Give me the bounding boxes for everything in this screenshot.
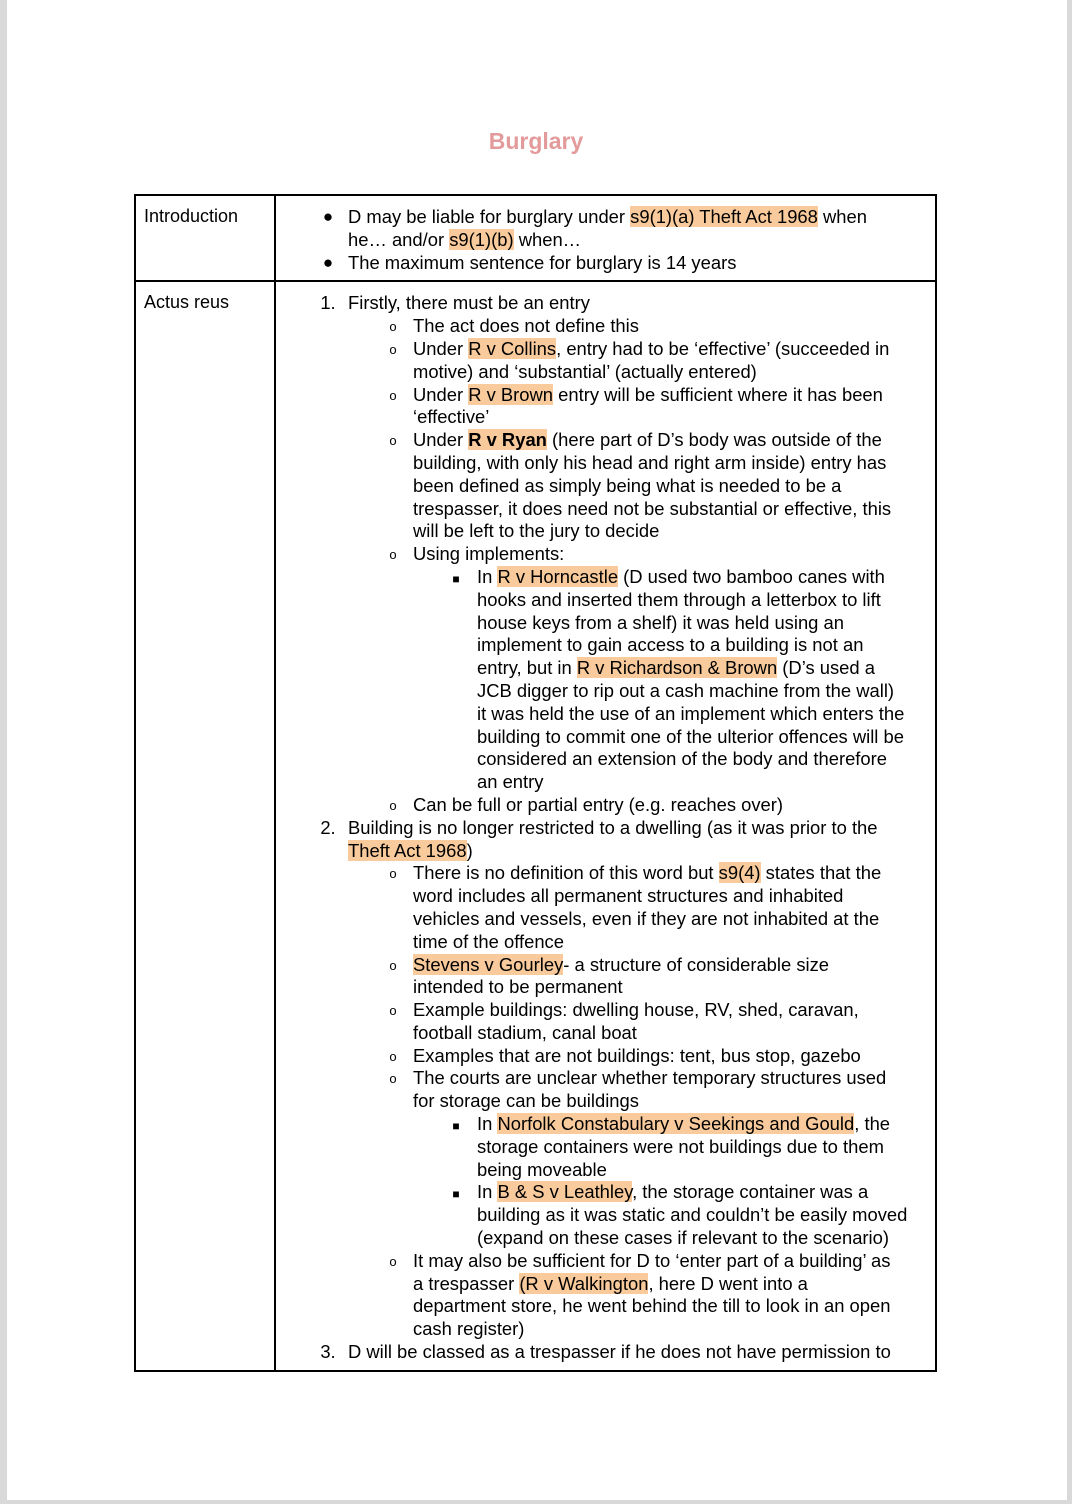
list-item: o The act does not define this — [276, 315, 935, 338]
list-item: o Under R v Collins, entry had to be ‘effective’ (succeeded in — [276, 338, 935, 361]
list-item: o Under R v Ryan (here part of D’s body was outside of the — [276, 429, 935, 452]
statute-highlight: s9(1)(a) Theft Act 1968 — [630, 206, 818, 227]
table-row — [135, 195, 936, 281]
case-highlight: R v Brown — [468, 383, 554, 405]
notes-table — [134, 194, 937, 1372]
case-highlight: R v Richardson & Brown — [576, 657, 778, 679]
circle-bullet-icon: o — [389, 1003, 397, 1019]
row-content: 1. Firstly, there must be an entry o The act does not define this o Under R v Collins, entry had to be ‘effective’ (succeeded in motive) and ‘substantial’ (actually entered) o Under R v Brown entry will be sufficient where it has been ‘effective’ o Under R v Ryan (here part of D’s body was outside of the building, with only his head and right arm inside) entry has been defined as simply being what is needed to be a trespasser, it does need not be substantial or effective, this will be left to the jury to decide o Using implements: ■ In R v Horncastle (D used two bamboo canes with hooks and inserted them through a letterbox to lift house keys from a shelf) it was held using an implement to gain access to a building is not an entry, but in R v Richardson & Brown (D’s used a JCB digger to rip out a cash machine from the wall) it was held the use of an implement which enters the building to commit one of the ulterior offences will be considered an extension of the body and therefore an entry o Can be full or partial entry (e.g. reaches over) 2. Building is no longer restricted to a dwelling (as it was prior to the Theft Act 1968) o There is no definition of this word but s9(4) states that the word includes all permanent structures and inhabited vehicles and vessels, even if they are not inhabited at the time of the offence o Stevens v Gourley- a structure of considerable size intended to be permanent o Example buildings: dwelling house, RV, shed, caravan, football stadium, canal boat o Examples that are not buildings: tent, bus stop, gazebo o The courts are unclear whether temporary structures used for storage can be buildings ■ In Norfolk Constabulary v Seekings and Gould, the storage containers were not buildings due to them being moveable ■ In B & S v Leathley, the storage container was a building as it was static and couldn’t be easily moved (expand on these cases if relevant to the scenario) o It may also be sufficient for D to ‘enter part of a building’ as a trespasser (R v Walkington, here D went into a department store, he went behind the till to look in an open cash register) 3. D will be classed as a trespasser if he does not have permission to — [275, 281, 936, 1370]
list-item: ■ In B & S v Leathley, the storage container was a — [276, 1181, 935, 1204]
circle-bullet-icon: o — [389, 387, 397, 403]
table-row — [135, 281, 936, 1370]
row-label: Actus reus — [135, 281, 275, 1370]
circle-bullet-icon: o — [389, 433, 397, 449]
case-highlight: R v Ryan — [468, 429, 547, 451]
list-item: o Example buildings: dwelling house, RV, shed, caravan, — [276, 999, 935, 1022]
case-highlight: (R v Walkington — [519, 1272, 649, 1294]
list-item: ● The maximum sentence for burglary is 14 years — [276, 252, 935, 275]
square-bullet-icon: ■ — [452, 1119, 460, 1134]
list-item: ■ In Norfolk Constabulary v Seekings and Gould, the — [276, 1113, 935, 1136]
list-item: o It may also be sufficient for D to ‘enter part of a building’ as — [276, 1250, 935, 1273]
row-content: ● D may be liable for burglary under s9(1)(a) Theft Act 1968 when he… and/or s9(1)(b) when… ● The maximum sentence for burglary is 14 years — [275, 195, 936, 281]
case-highlight: Norfolk Constabulary v Seekings and Gould — [497, 1113, 855, 1135]
list-item: o The courts are unclear whether temporary structures used — [276, 1067, 935, 1090]
case-highlight: Stevens v Gourley — [413, 953, 564, 975]
row-label: Introduction — [135, 195, 275, 281]
list-item: ● D may be liable for burglary under s9(1)(a) Theft Act 1968 when — [276, 206, 935, 229]
bullet-icon: ● — [322, 252, 334, 272]
case-highlight: B & S v Leathley — [497, 1181, 633, 1203]
list-item: 2. Building is no longer restricted to a dwelling (as it was prior to the — [320, 816, 878, 838]
list-item: ■ In R v Horncastle (D used two bamboo canes with — [276, 566, 935, 589]
list-item: o Under R v Brown entry will be sufficient where it has been — [276, 384, 935, 407]
statute-highlight: s9(1)(b) — [449, 228, 514, 250]
list-item: 1. Firstly, there must be an entry — [320, 292, 590, 314]
square-bullet-icon: ■ — [452, 571, 460, 586]
list-item: o Examples that are not buildings: tent, bus stop, gazebo — [276, 1045, 935, 1068]
circle-bullet-icon: o — [389, 547, 397, 563]
circle-bullet-icon: o — [389, 341, 397, 357]
statute-highlight: s9(4) — [718, 862, 761, 884]
circle-bullet-icon: o — [389, 957, 397, 973]
case-highlight: R v Horncastle — [497, 565, 619, 587]
list-item: 3. D will be classed as a trespasser if he does not have permission to — [320, 1341, 891, 1363]
list-item: o Can be full or partial entry (e.g. reaches over) — [276, 794, 935, 817]
circle-bullet-icon: o — [389, 797, 397, 813]
circle-bullet-icon: o — [389, 319, 397, 335]
page-title: Burglary — [488, 128, 584, 154]
list-item: o Using implements: — [276, 543, 935, 566]
list-item: o Stevens v Gourley- a structure of considerable size — [276, 954, 935, 977]
statute-highlight: Theft Act 1968 — [348, 839, 467, 861]
list-item: o There is no definition of this word but s9(4) states that the — [276, 862, 935, 885]
case-highlight: R v Collins — [468, 337, 557, 359]
square-bullet-icon: ■ — [452, 1187, 460, 1202]
circle-bullet-icon: o — [389, 1253, 397, 1269]
bullet-icon: ● — [322, 207, 334, 226]
circle-bullet-icon: o — [389, 866, 397, 882]
circle-bullet-icon: o — [389, 1048, 397, 1064]
circle-bullet-icon: o — [389, 1071, 397, 1087]
